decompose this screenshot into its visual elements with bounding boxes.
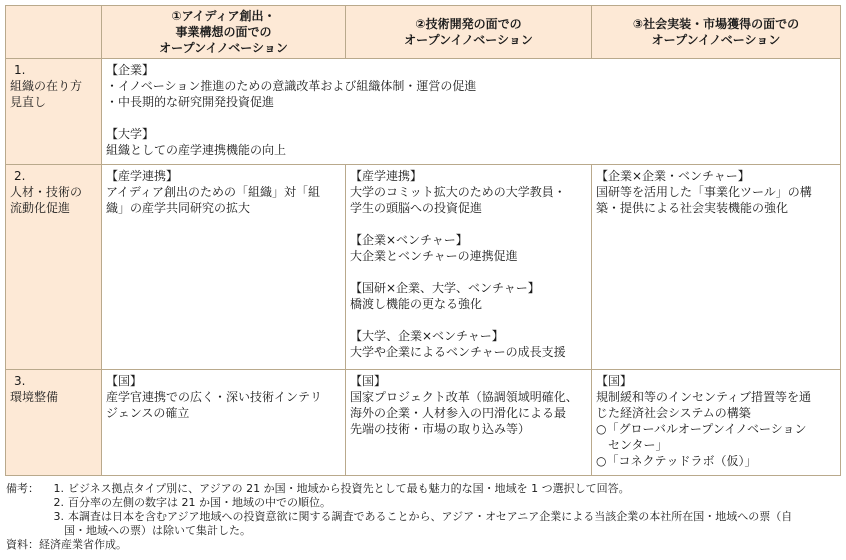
row-organization [6,59,841,165]
cell-environment-col1 [102,370,346,476]
cell-line: 海外の企業・人材参入の円滑化による最 [350,406,567,420]
cell-line: ○「グローバルオープンイノベーション [596,422,807,436]
cell-line: 【国】 [106,374,143,388]
header-row [6,6,841,59]
note-item [6,496,842,510]
cell-line: 産学官連携での広く・深い技術インテリ [106,390,323,404]
cell-mobility-col1 [102,165,346,370]
row-number: 2. [14,169,26,183]
cell-line: ・イノベーション推進のための意識改革および組織体制・運営の促進 [106,79,477,93]
open-innovation-table [5,5,841,476]
source-line: 資料：経済産業省作成。 [6,538,127,551]
header-col3 [592,6,841,59]
note-item [6,482,842,496]
cell-line: 大学のコミット拡大のための大学教員・ [350,185,566,199]
row-header-environment [6,370,102,476]
cell-line: センター」 [596,438,668,452]
header-col1 [102,6,346,59]
cell-line: 国研等を活用した「事業化ツール」の構 [596,185,812,199]
note-number: 3. [53,510,64,523]
row-label-line: 流動化促進 [10,201,71,215]
cell-line: 学生の頭脳への投資促進 [350,201,483,215]
header-col1-line: ①アイディア創出・ [171,9,276,23]
cell-line: 織」の産学共同研究の拡大 [106,201,251,215]
cell-line: 【産学連携】 [350,169,423,183]
note-text: ビジネス拠点タイプ別に、アジアの 21 か国・地域から投資先として最も魅力的な国・地域を 1 つ選択して回答。 [68,482,630,495]
cell-mobility-col2 [346,165,592,370]
cell-line: 【国】 [350,374,387,388]
cell-line: 【産学連携】 [106,169,179,183]
cell-line: 大企業とベンチャーの連携促進 [350,249,518,263]
spacer [350,216,587,232]
header-col1-line: 事業構想の面での [175,25,272,39]
cell-line: 先端の技術・市場の取り込み等） [350,422,531,436]
cell-line: 【国】 [596,374,633,388]
row-number: 3. [14,374,26,388]
row-label-line: 人材・技術の [10,185,83,199]
cell-line: 規制緩和等のインセンティブ措置等を通 [596,390,812,404]
row-label-line: 見直し [10,95,47,109]
cell-line: ○「コネクテッドラボ（仮）」 [596,454,757,468]
cell-line: じた経済社会システムの構築 [596,406,751,420]
notes-label-spacer [6,496,44,510]
row-mobility [6,165,841,370]
cell-line: アイディア創出のための「組織」対「組 [106,185,320,199]
cell-line: 国家プロジェクト改革（協調領域明確化、 [350,390,578,404]
header-col2-line: ②技術開発の面での [415,17,522,31]
row-label-line: 環境整備 [10,390,59,404]
spacer [350,264,587,280]
cell-line: 【企業×企業・ベンチャー】 [596,169,750,183]
cell-line: ・中長期的な研究開発投資促進 [106,95,275,109]
spacer [350,312,587,328]
cell-environment-col3 [592,370,841,476]
row-header-organization [6,59,102,165]
cell-line: 橋渡し機能の更なる強化 [350,297,483,311]
header-col2 [346,6,592,59]
row-header-mobility [6,165,102,370]
spacer [106,110,836,126]
cell-organization-merged [102,59,841,165]
cell-line: 【企業×ベンチャー】 [350,233,468,247]
notes-label: 備考： [6,482,39,495]
cell-line: 組織としての産学連携機能の向上 [106,143,287,157]
cell-line: ジェンスの確立 [106,406,190,420]
cell-line: 【国研×企業、大学、ベンチャー】 [350,281,540,295]
notes-section [6,482,842,552]
cell-line: 【大学】 [106,127,155,141]
note-item [6,510,842,524]
row-number: 1. [14,63,26,77]
notes-label-spacer [6,510,44,524]
corner-cell [6,6,102,59]
row-label-line: 組織の在り方 [10,79,83,93]
cell-line: 築・提供による社会実装機能の強化 [596,201,789,215]
header-col3-line: ③社会実装・市場獲得の面での [632,17,800,31]
row-environment [6,370,841,476]
note-number: 2. [53,496,64,509]
note-text: 本調査は日本を含むアジア地域への投資意欲に関する調査であることから、アジア・オセアニア企業による当該企業の本社所在国・地域への票（自 [68,510,793,523]
note-text: 百分率の左側の数字は 21 か国・地域の中での順位。 [68,496,331,509]
cell-environment-col2 [346,370,592,476]
header-col1-line: オープンイノベーション [159,41,288,55]
note-continuation: 国・地域への票）は除いて集計した。 [64,524,251,537]
cell-line: 大学や企業によるベンチャーの成長支援 [350,345,566,359]
cell-line: 【企業】 [106,63,155,77]
note-number: 1. [53,482,64,495]
cell-mobility-col3 [592,165,841,370]
header-col2-line: オープンイノベーション [404,33,533,47]
header-col3-line: オープンイノベーション [651,33,781,47]
cell-line: 【大学、企業×ベンチャー】 [350,329,504,343]
